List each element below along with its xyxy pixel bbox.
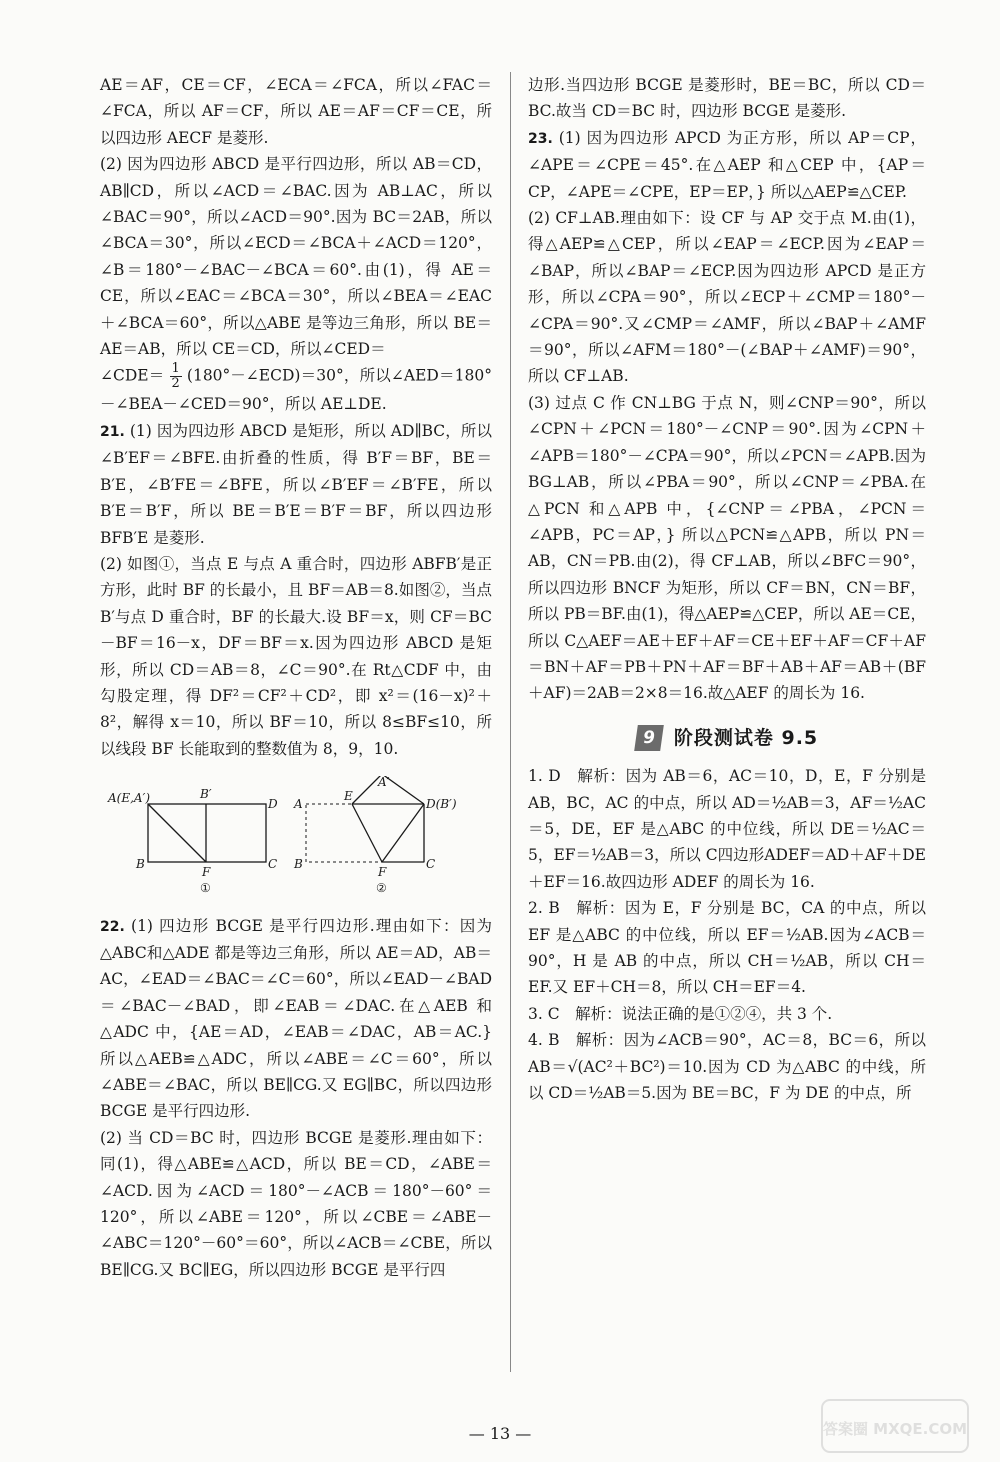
fig1-label-B: B xyxy=(136,857,145,872)
section-badge: 9 xyxy=(634,725,664,751)
q22-part1 xyxy=(100,913,492,1125)
q22-number: 22. xyxy=(100,918,125,935)
fig2-label-D: D(B′) xyxy=(426,797,457,812)
q23-part1-text: (1) 因为四边形 APCD 为正方形，所以 AP＝CP，∠APE＝∠CPE＝45°.在△AEP 和△CEP 中，{AP＝CP，∠APE＝∠CPE，EP＝EP，} 所以△AEP≌△CEP. xyxy=(528,128,926,201)
fig1-label-A: A(E,A′) xyxy=(108,791,150,806)
watermark-logo xyxy=(820,1398,970,1454)
q23-part1 xyxy=(528,125,926,205)
fig2-label-C: C xyxy=(426,857,436,872)
svg-text:答案圈 MXQE.COM: 答案圈 MXQE.COM xyxy=(822,1420,968,1438)
section-heading xyxy=(528,725,926,751)
q21-part2: (2) 如图①，当点 E 与点 A 重合时，四边形 ABFB′是正方形，此时 BF 的长最小，且 BF＝AB＝8.如图②，当点 B′与点 D 重合时，BF 的长最大.设 BF＝x，则 CF＝BC－BF＝16－x，DF＝BF＝x.因为四边形 ABCD 是矩形，所以 CD＝AB＝8，∠C＝90°.在 Rt△CDF 中，由勾股定理，得 DF²＝CF²＋CD²，即 x²＝(16－x)²＋8²，解得 x＝10，所以 BF＝10，所以 8≤BF≤10，所以线段 BF 长能取到的整数值为 8，9，10. xyxy=(100,554,492,758)
q22-continued: 边形.当四边形 BCGE 是菱形时，BE＝BC，所以 CD＝BC.故当 CD＝BC 时，四边形 BCGE 是菱形. xyxy=(528,76,926,121)
q20-frac-post: (180°－∠ECD)＝30°，所以∠AED＝180°－∠BEA－∠CED＝90°，所以 AE⊥DE. xyxy=(100,366,492,414)
fig2-label-E: E xyxy=(344,789,353,804)
column-divider xyxy=(510,72,511,1372)
q20-continued-part1: AE＝AF，CE＝CF，∠ECA＝∠FCA，所以∠FAC＝∠FCA，所以 AF＝CF，所以 AE＝AF＝CF＝CE，所以四边形 AECF 是菱形. xyxy=(100,76,492,147)
q21-number: 21. xyxy=(100,423,125,440)
fig1-outline xyxy=(148,804,266,862)
q23-part2: (2) CF⊥AB.理由如下：设 CF 与 AP 交于点 M.由(1)，得△AEP≌△CEP，所以∠EAP＝∠ECP.因为∠EAP＝∠BAP，所以∠BAP＝∠ECP.因为四边形 APCD 是正方形，所以∠CPA＝90°，所以∠ECP＋∠CMP＝180°－∠CPA＝90°.又∠CMP＝∠AMF，所以∠BAP＋∠AMF＝90°，所以∠AFM＝180°－(∠BAP＋∠AMF)＝90°，所以 CF⊥AB. xyxy=(528,209,926,386)
frac-numerator: 1 xyxy=(171,361,180,377)
answer-4: 4. B 解析：因为∠ACB＝90°，AC＝8，BC＝6，所以 AB＝√(AC²＋BC²)＝10.因为 CD 为△ABC 的中线，所以 CD＝½AB＝5.因为 BE＝BC，F 为 DE 的中点，所 xyxy=(528,1031,926,1103)
fig2-rect-dashed xyxy=(306,804,424,862)
q23-number: 23. xyxy=(528,130,553,147)
fig2-EF xyxy=(352,804,382,862)
q20-frac-pre: ∠CDE＝ xyxy=(100,366,165,385)
fig2-caption: ② xyxy=(376,881,387,895)
figure-2 xyxy=(293,776,457,894)
fig2-label-Aprime: A′ xyxy=(378,776,390,790)
q20-part2: (2) 因为四边形 ABCD 是平行四边形，所以 AB＝CD，AB∥CD，所以∠ACD＝∠BAC.因为 AB⊥AC，所以∠BAC＝90°，所以∠ACD＝90°.因为 BC＝2AB，所以∠BCA＝30°，所以∠ECD＝∠BCA＋∠ACD＝120°，∠B＝180°－∠BAC－∠BCA＝60°.由(1)，得 AE＝CE，所以∠EAC＝∠BCA＝30°，所以∠BEA＝∠EAC＋∠BCA＝60°，所以△ABE 是等边三角形，所以 BE＝AE＝AB，所以 CE＝CD，所以∠CED＝ xyxy=(100,155,492,359)
fig2-label-A: A xyxy=(294,797,303,812)
fig2-label-F: F xyxy=(378,865,387,880)
fraction-one-half xyxy=(170,362,182,391)
right-column xyxy=(528,72,926,1106)
q21-part1 xyxy=(100,418,492,551)
q23-part3: (3) 过点 C 作 CN⊥BG 于点 N，则∠CNP＝90°，所以∠CPN＋∠PCN＝180°－∠CNP＝90°.因为∠CPN＋∠APB＝180°－∠CPA＝90°，所以∠PCN＝∠APB.因为 BG⊥AB，所以∠PBA＝90°，所以∠CNP＝∠PBA.在△PCN 和△APB 中，{∠CNP＝∠PBA，∠PCN＝∠APB，PC＝AP，} 所以△PCN≌△APB，所以 PN＝AB，CN＝PB.由(2)，得 CF⊥AB，所以∠BFC＝90°，所以四边形 BNCF 为矩形，所以 CF＝BN，CN＝BF，所以 PB＝BF.由(1)，得△AEP≌△CEP，所以 AE＝CE，所以 C△AEF＝AE＋EF＋AF＝CE＋EF＋AF＝CF＋AF＝BN＋AF＝PB＋PN＋AF＝BF＋AB＋AF＝AB＋(BF＋AF)＝2AB＝2×8＝16.故△AEF 的周长为 16. xyxy=(528,393,926,703)
answer-1: 1. D 解析：因为 AB＝6，AC＝10，D，E，F 分别是 AB，BC，AC 的中点，所以 AD＝½AB＝3，AF＝½AC＝5，DE，EF 是△ABC 的中位线，所以 DE＝½AC＝5，EF＝½AB＝3，所以 C四边形ADEF＝AD＋AF＋DE＋EF＝16.故四边形 ADEF 的周长为 16. xyxy=(528,767,926,891)
q21-figures xyxy=(100,776,492,902)
q22-part1-text: (1) 四边形 BCGE 是平行四边形.理由如下：因为△ABC和△ADE 都是等边三角形，所以 AE＝AD，AB＝AC，∠EAD＝∠BAC＝∠C＝60°，所以∠EAD－∠BAD＝∠BAC－∠BAD，即∠EAB＝∠DAC.在△AEB 和△ADC 中，{AE＝AD，∠EAB＝∠DAC，AB＝AC.} 所以△AEB≌△ADC，所以∠ABE＝∠C＝60°，所以∠ABE＝∠BAC，所以 BE∥CG.又 EG∥BC，所以四边形 BCGE 是平行四边形. xyxy=(100,916,492,1121)
fig1-diagonal xyxy=(148,804,206,862)
fig1-label-F: F xyxy=(202,865,211,880)
answer-2: 2. B 解析：因为 E，F 分别是 BC，CA 的中点，所以 EF 是△ABC 的中位线，所以 EF＝½AB.因为∠ACB＝90°，H 是 AB 的中点，所以 CH＝½AB，所以 CH＝EF.又 EF＋CH＝8，所以 CH＝EF＝4. xyxy=(528,899,926,997)
q21-part1-text: (1) 因为四边形 ABCD 是矩形，所以 AD∥BC，所以∠B′EF＝∠BFE.由折叠的性质，得 B′F＝BF，BE＝B′E，∠B′FE＝∠BFE，所以∠B′EF＝∠B′FE，所以 B′E＝B′F，所以 BE＝B′E＝B′F＝BF，所以四边形 BFB′E 是菱形. xyxy=(100,421,492,547)
geometry-figures xyxy=(100,776,492,894)
fig2-label-B: B xyxy=(294,857,303,872)
q22-part2: (2) 当 CD＝BC 时，四边形 BCGE 是菱形.理由如下：同(1)，得△ABE≌△ACD，所以 BE＝CD，∠ABE＝∠ACD.因为∠ACD＝180°－∠ACB＝180°－60°＝120°，所以∠ABE＝120°，所以∠CBE＝∠ABE－∠ABC＝120°－60°＝60°，所以∠ACB＝∠CBE，所以 BE∥CG.又 BC∥EG，所以四边形 BCGE 是平行四 xyxy=(100,1128,492,1279)
fig1-label-D: D xyxy=(268,797,278,812)
q20-fraction-line xyxy=(100,362,492,417)
figure-1 xyxy=(107,787,278,894)
fig1-caption: ① xyxy=(200,881,211,895)
fig1-label-C: C xyxy=(268,857,278,872)
fig2-DF xyxy=(382,804,424,862)
fig1-label-Bprime: B′ xyxy=(200,787,212,802)
section-title: 阶段测试卷 9.5 xyxy=(673,726,819,749)
left-column xyxy=(100,72,492,1283)
page-number: — 13 — xyxy=(468,1424,532,1443)
frac-denominator: 2 xyxy=(171,376,180,392)
answer-3: 3. C 解析：说法正确的是①②④，共 3 个. xyxy=(528,1004,833,1023)
